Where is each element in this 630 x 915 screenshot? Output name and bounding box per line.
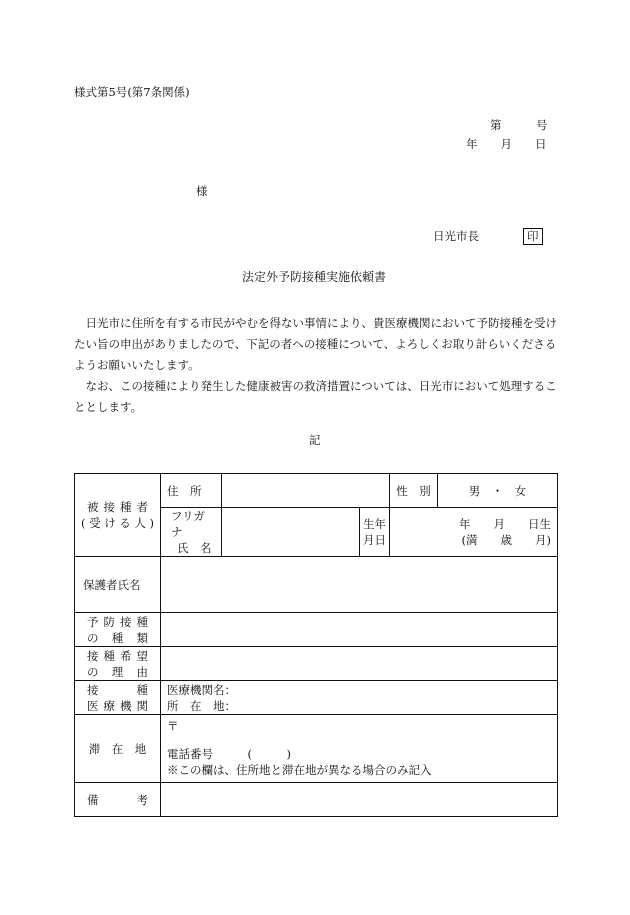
address-field[interactable] [222, 474, 390, 508]
phone-label: 電話番号 ( ) [167, 747, 291, 761]
body-paragraph: なお、この接種により発生した健康被害の救済措置については、日光市において処理することとします。 [74, 379, 557, 414]
clinic-name-label: 医療機関名： [167, 682, 236, 697]
seal-mark: 印 [523, 228, 543, 245]
reason-label: 接種希望 の 理 由 [75, 647, 161, 681]
gender-options[interactable]: 男 ・ 女 [438, 474, 558, 508]
issuer [433, 228, 543, 245]
guardian-label: 保護者氏名 [75, 557, 161, 613]
birth-label: 生年 月日 [360, 508, 390, 557]
ki-mark: 記 [309, 433, 321, 447]
guardian-field[interactable] [161, 557, 558, 613]
clinic-field[interactable] [161, 681, 558, 715]
body-paragraph: 日光市に住所を有する市民がやむを得ない事情により、貴医療機関において予防接種を受けたい旨の申出がありましたので、下記の者への接種について、よろしくお取り計らいくださるようお願いいたします。 [74, 316, 557, 372]
reason-field[interactable] [161, 647, 558, 681]
vaccine-type-field[interactable] [161, 613, 558, 647]
remarks-label: 備 考 [75, 783, 161, 817]
body-text [74, 313, 564, 418]
application-table [74, 473, 558, 817]
stay-location-field[interactable] [161, 715, 558, 783]
gender-label: 性 別 [390, 474, 438, 508]
issuer-name: 日光市長 [433, 229, 479, 243]
furigana-name-label: フリガナ 氏 名 [161, 508, 222, 557]
document-number: 第 号 [490, 118, 548, 132]
document-title: 法定外予防接種実施依頼書 [242, 270, 387, 284]
clinic-address-label: 所 在 地： [167, 698, 236, 713]
recipient-suffix: 様 [196, 184, 208, 198]
stay-note: ※この欄は、住所地と滞在地が異なる場合のみ記入 [167, 763, 432, 777]
vaccine-type-label: 予防接種 の 種 類 [75, 613, 161, 647]
address-label: 住 所 [161, 474, 222, 508]
recipient-label: 被接種者 (受ける人) [75, 474, 161, 557]
clinic-label: 接 種 医療機関 [75, 681, 161, 715]
postal-mark: 〒 [167, 719, 179, 733]
form-number: 様式第5号(第7条関係) [74, 85, 190, 99]
issue-date: 年 月 日 [466, 137, 547, 151]
name-field[interactable] [222, 508, 360, 557]
remarks-field[interactable] [161, 783, 558, 817]
stay-location-label: 滞 在 地 [75, 715, 161, 783]
birth-field[interactable]: 年 月 日生 (満 歳 月) [390, 508, 558, 557]
